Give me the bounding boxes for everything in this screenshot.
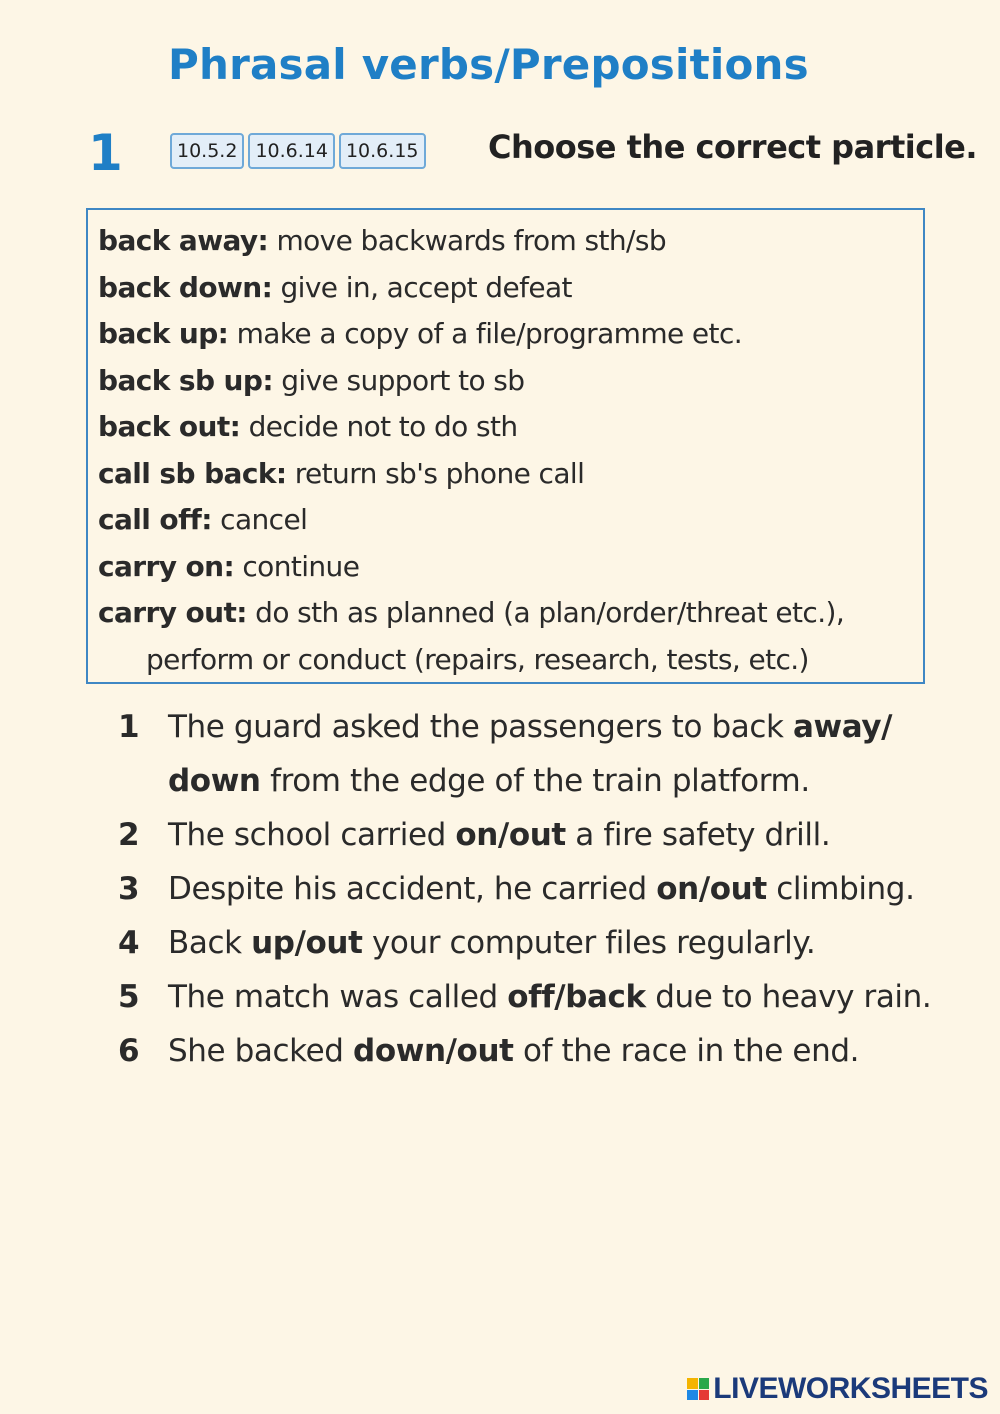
question-text-before: Despite his accident, he carried — [168, 871, 657, 907]
liveworksheets-logo-icon — [687, 1378, 709, 1400]
question-text-after: your computer files regularly. — [362, 925, 816, 961]
particle-choice[interactable]: down — [168, 763, 261, 799]
question-number: 3 — [118, 871, 140, 907]
question-text — [168, 700, 938, 754]
particle-choice[interactable]: off/back — [507, 979, 646, 1015]
definition-term: back sb up: — [98, 363, 273, 397]
definition-row — [98, 218, 913, 265]
definitions-box — [86, 208, 925, 684]
definition-meaning: give in, accept defeat — [272, 270, 572, 304]
question-number: 6 — [118, 1033, 140, 1069]
question-text-after: climbing. — [766, 871, 915, 907]
definition-meaning: make a copy of a file/programme etc. — [228, 317, 743, 350]
definition-continuation: perform or conduct (repairs, research, tests, etc.) — [146, 642, 809, 676]
question-number: 5 — [118, 979, 140, 1015]
code-badge: 10.6.14 — [248, 133, 335, 169]
definition-meaning: return sb's phone call — [286, 456, 585, 490]
question-text — [168, 916, 938, 970]
particle-choice[interactable]: up/out — [251, 925, 363, 961]
question-row — [118, 862, 938, 916]
question-text-after: a fire safety drill. — [565, 817, 831, 853]
question-text-before: Back — [168, 925, 252, 961]
watermark-text: LIVEWORKSHEETS — [713, 1372, 988, 1405]
definition-meaning: give support to sb — [272, 363, 525, 397]
question-number: 4 — [118, 925, 140, 961]
definition-term: call off: — [98, 503, 212, 536]
definition-row — [98, 358, 913, 405]
definition-row — [98, 590, 913, 637]
liveworksheets-watermark[interactable] — [687, 1372, 988, 1406]
question-row — [118, 916, 938, 970]
question-text-before: The match was called — [168, 979, 508, 1015]
definition-row — [98, 497, 913, 544]
question-text-before: The guard asked the passengers to back — [168, 709, 793, 745]
code-badge: 10.6.15 — [339, 133, 426, 169]
particle-choice[interactable]: on/out — [455, 817, 566, 853]
question-text — [168, 862, 938, 916]
definition-term: carry out: — [98, 596, 247, 629]
question-text-after: from the edge of the train platform. — [260, 763, 810, 799]
definition-row — [98, 265, 913, 312]
definition-term: back down: — [98, 270, 273, 304]
definition-meaning: decide not to do sth — [240, 410, 518, 443]
question-number: 1 — [118, 709, 140, 745]
definition-meaning: do sth as planned (a plan/order/threat etc.), — [246, 596, 845, 629]
exercise-number: 1 — [88, 124, 123, 182]
question-text — [168, 970, 938, 1024]
question-text — [168, 1024, 938, 1078]
question-number: 2 — [118, 817, 140, 853]
definition-term: back out: — [98, 410, 241, 443]
question-row — [118, 754, 938, 808]
question-list — [118, 700, 938, 1078]
definition-term: back up: — [98, 317, 229, 350]
definition-row — [98, 311, 913, 358]
particle-choice[interactable]: down/out — [353, 1033, 514, 1069]
definition-meaning: move backwards from sth/sb — [268, 224, 667, 257]
question-text — [168, 754, 938, 808]
question-row — [118, 970, 938, 1024]
particle-choice[interactable]: away/ — [793, 709, 893, 745]
definition-meaning: continue — [234, 549, 360, 583]
question-text — [168, 808, 938, 862]
question-row — [118, 1024, 938, 1078]
question-number — [118, 754, 168, 808]
definition-term: call sb back: — [98, 456, 287, 490]
question-text-before: She backed — [168, 1033, 354, 1069]
definition-row — [98, 404, 913, 451]
definition-term: carry on: — [98, 549, 235, 583]
page-title: Phrasal verbs/Prepositions — [168, 40, 809, 89]
curriculum-codes — [170, 133, 426, 169]
question-row — [118, 808, 938, 862]
definition-row — [98, 544, 913, 591]
code-badge: 10.5.2 — [170, 133, 244, 169]
particle-choice[interactable]: on/out — [656, 871, 767, 907]
definition-row — [98, 451, 913, 498]
question-row — [118, 700, 938, 754]
question-text-after: of the race in the end. — [513, 1033, 860, 1069]
definition-meaning: cancel — [211, 503, 308, 536]
exercise-instruction: Choose the correct particle. — [488, 128, 978, 166]
definition-term: back away: — [98, 224, 269, 257]
question-text-before: The school carried — [168, 817, 456, 853]
question-text-after: due to heavy rain. — [645, 979, 932, 1015]
